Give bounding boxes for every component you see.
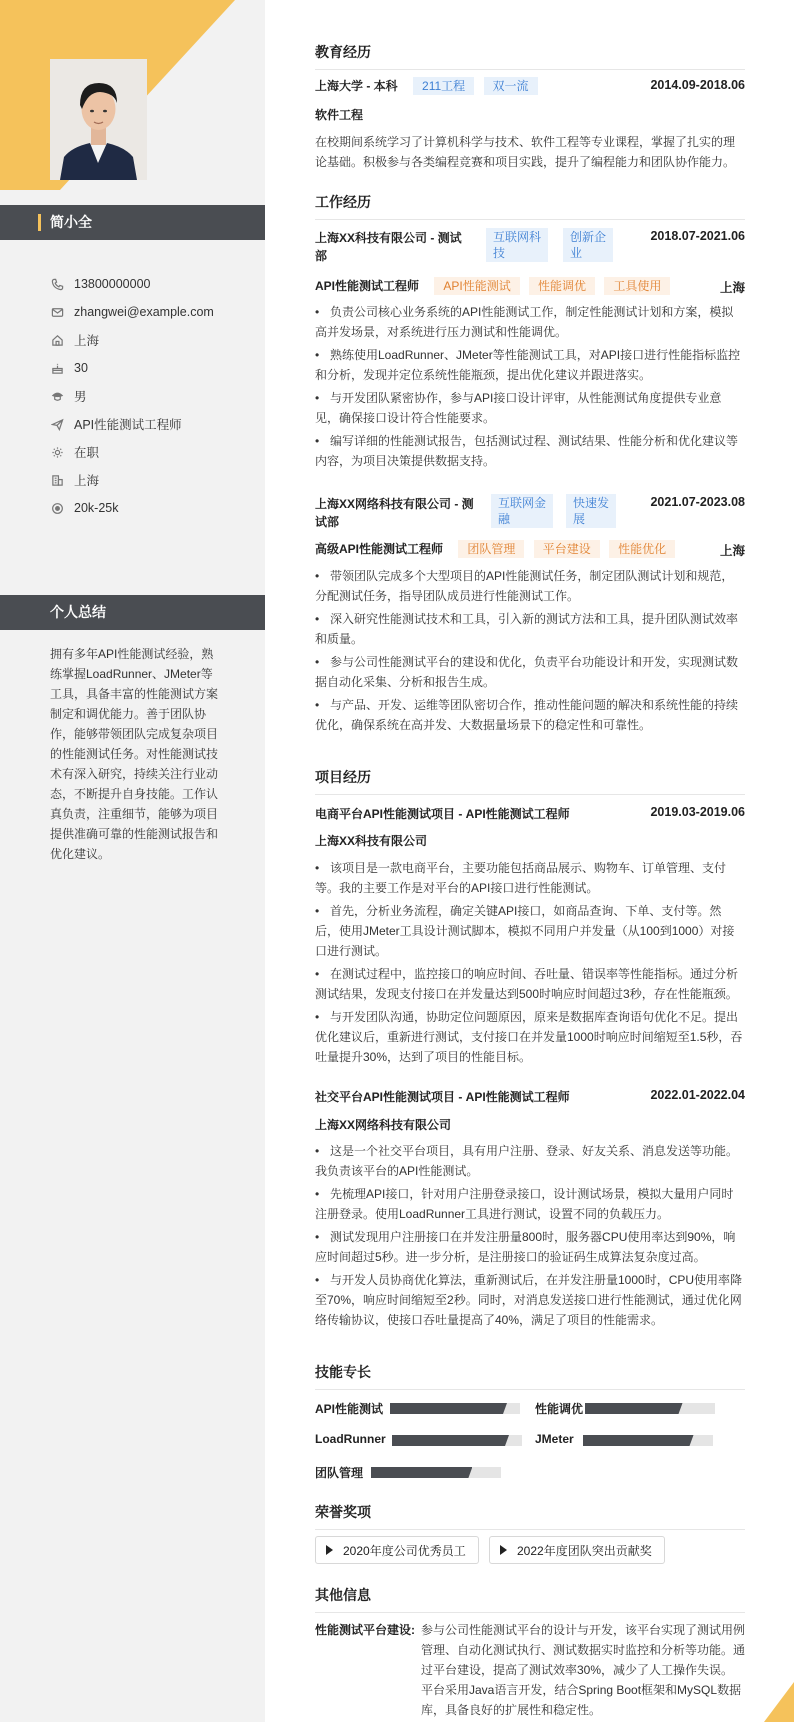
role-tag: 工具使用 <box>604 277 670 295</box>
list-item: • 与开发团队紧密协作，参与API接口设计评审，从性能测试角度提供专业意见，确保接口设计符合性能要求。 <box>315 388 745 428</box>
info-position: API性能测试工程师 <box>50 410 260 438</box>
list-item: • 带领团队完成多个大型项目的API性能测试任务，制定团队测试计划和规范，分配测试任务，指导团队成员进行性能测试工作。 <box>315 566 745 606</box>
school-tag: 211工程 <box>413 77 474 95</box>
list-item: • 参与公司性能测试平台的建设和优化，负责平台功能设计和开发，实现测试数据自动化采集、分析和报告生成。 <box>315 652 745 692</box>
role-tag: 性能优化 <box>609 540 675 558</box>
info-status: 在职 <box>50 438 260 466</box>
list-item: • 负责公司核心业务系统的API性能测试工作，制定性能测试计划和方案，模拟高并发场景，对系统进行压力测试和性能调优。 <box>315 302 745 342</box>
project-bullets <box>315 858 745 1070</box>
job-bullets <box>315 566 745 738</box>
accent-bar <box>38 214 41 231</box>
info-location: 上海 <box>50 466 260 494</box>
list-item: • 这是一个社交平台项目，具有用户注册、登录、好友关系、消息发送等功能。我负责该平台的API性能测试。 <box>315 1141 745 1181</box>
project-date: 2022.01-2022.04 <box>650 1088 745 1102</box>
money-icon <box>50 501 64 515</box>
company-tag: 创新企 业 <box>563 228 613 262</box>
project-date: 2019.03-2019.06 <box>650 805 745 819</box>
role-tag: 性能调优 <box>529 277 595 295</box>
play-icon <box>326 1545 333 1555</box>
info-city: 上海 <box>50 326 260 354</box>
award-badge: 2020年度公司优秀员工 <box>315 1536 479 1564</box>
list-item: • 测试发现用户注册接口在并发注册量800时，服务器CPU使用率达到90%，响应时间超过5秒。进一步分析，是注册接口的验证码生成算法复杂度过高。 <box>315 1227 745 1267</box>
list-item: • 与产品、开发、运维等团队密切合作，推动性能问题的解决和系统性能的持续优化，确保系统在高并发、大数据量场景下的稳定性和可靠性。 <box>315 695 745 735</box>
skill-label: 团队管理 <box>315 1466 364 1480</box>
other-label: 性能测试平台建设: <box>315 1623 415 1637</box>
summary-text: 拥有多年API性能测试经验，熟练掌握LoadRunner、JMeter等工具，具备丰富的性能测试方案制定和调优能力。善于团队协作，能够带领团队完成复杂项目的性能测试任务。对性能测试技术有深入研究，持续关注行业动态，不断提升自身技能。工作认真负责，注重细节，能够为项目提供准确可靠的性能测试报告和优化建议。 <box>50 647 219 861</box>
skills-list <box>315 1395 745 1495</box>
name-header <box>0 205 265 240</box>
building-icon <box>50 473 64 487</box>
company-name: 上海XX科技有限公司 - 测试 部 <box>315 231 462 263</box>
summary-header <box>0 595 265 630</box>
job-date: 2021.07-2023.08 <box>650 495 745 509</box>
list-item: • 首先，分析业务流程，确定关键API接口，如商品查询、下单、支付等。然后，使用JMeter工具设计测试脚本，模拟不同用户并发量（从100到1000）对接口进行测试。 <box>315 901 745 961</box>
info-email: zhangwei@example.com <box>50 298 260 326</box>
award-badge: 2022年度团队突出贡献奖 <box>489 1536 665 1564</box>
education-desc: 在校期间系统学习了计算机科学与技术、软件工程等专业课程，掌握了扎实的理论基础。积极参与各类编程竞赛和项目实践，提升了编程能力和团队协作能力。 <box>315 135 736 169</box>
project-name: 社交平台API性能测试项目 - API性能测试工程师 <box>315 1090 570 1104</box>
list-item: • 熟练使用LoadRunner、JMeter等性能测试工具，对API接口进行性能指标监控和分析，发现并定位系统性能瓶颈，提出优化建议并跟进落实。 <box>315 345 745 385</box>
company-tag: 互联网科 技 <box>486 228 548 262</box>
info-salary: 20k-25k <box>50 494 260 522</box>
summary-title: 个人总结 <box>50 604 106 620</box>
education-date: 2014.09-2018.06 <box>650 78 745 92</box>
list-item: • 与开发人员协商优化算法，重新测试后，在并发注册量1000时，CPU使用率降至70%，响应时间缩短至2秒。同时，对消息发送接口进行性能测试，通过优化网络传输协议，使接口吞吐量提高了40%，满足了项目的性能需求。 <box>315 1270 745 1330</box>
sidebar <box>0 0 265 1722</box>
company-tag: 互联网金 融 <box>491 494 553 528</box>
skill-label: LoadRunner <box>315 1432 386 1446</box>
avatar <box>50 59 147 180</box>
job-location: 上海 <box>719 281 745 295</box>
list-item: • 深入研究性能测试技术和工具，引入新的测试方法和工具，提升团队测试效率和质量。 <box>315 609 745 649</box>
skill-bar-fill <box>371 1467 472 1478</box>
role-tag: 团队管理 <box>458 540 524 558</box>
education-header <box>315 77 745 97</box>
job-location: 上海 <box>719 544 745 558</box>
school-tag: 双一流 <box>484 77 538 95</box>
list-item: • 先梳理API接口，针对用户注册登录接口，设计测试场景，模拟大量用户同时注册登录。使用LoadRunner工具进行测试，设置不同的负载压力。 <box>315 1184 745 1224</box>
job-role-row <box>315 277 745 297</box>
skills-title: 技能专长 <box>315 1362 745 1390</box>
job-header <box>315 494 745 532</box>
project-name: 电商平台API性能测试项目 - API性能测试工程师 <box>315 807 570 821</box>
send-icon <box>50 417 64 431</box>
other-text: 参与公司性能测试平台的设计与开发，该平台实现了测试用例管理、自动化测试执行、测试数据实时监控和分析等功能。通过平台建设，提高了测试效率30%，减少了人工操作失误。平台采用Java语言开发，结合Spring Boot框架和MySQL数据库，具备良好的扩展性和稳定性。 <box>421 1623 746 1717</box>
list-item: • 编写详细的性能测试报告，包括测试过程、测试结果、性能分析和优化建议等内容，为项目决策提供数据支持。 <box>315 431 745 471</box>
skill-label: API性能测试 <box>315 1402 384 1416</box>
play-icon <box>500 1545 507 1555</box>
skill-label: 性能调优 <box>535 1402 584 1416</box>
company-tag: 快速发 展 <box>566 494 616 528</box>
job-role: API性能测试工程师 <box>315 279 420 293</box>
skill-bar-fill <box>583 1435 694 1446</box>
phone-icon <box>50 277 64 291</box>
education-title: 教育经历 <box>315 42 745 70</box>
contact-info-list <box>50 270 260 522</box>
role-tag: 平台建设 <box>534 540 600 558</box>
skill-bar-fill <box>392 1435 509 1446</box>
skill-bar <box>371 1467 501 1478</box>
project-bullets <box>315 1141 745 1333</box>
skill-bar-fill <box>585 1403 683 1414</box>
skill-label: JMeter <box>535 1432 574 1446</box>
gender-icon <box>50 389 64 403</box>
job-date: 2018.07-2021.06 <box>650 229 745 243</box>
skill-bar <box>583 1435 713 1446</box>
school-name: 上海大学 - 本科 <box>315 79 398 93</box>
info-phone: 13800000000 <box>50 270 260 298</box>
skill-bar <box>585 1403 715 1414</box>
decorative-corner <box>764 1682 794 1722</box>
major: 软件工程 <box>315 108 364 122</box>
projects-title: 项目经历 <box>315 767 745 795</box>
company-name: 上海XX网络科技有限公司 - 测 试部 <box>315 497 474 529</box>
home-icon <box>50 333 64 347</box>
cake-icon <box>50 361 64 375</box>
project-company: 上海XX网络科技有限公司 <box>315 1118 452 1132</box>
skill-bar-fill <box>390 1403 507 1414</box>
work-title: 工作经历 <box>315 192 745 220</box>
job-role-row <box>315 540 745 560</box>
list-item: • 与开发团队沟通，协助定位问题原因，原来是数据库查询语句优化不足。提出优化建议后，重新进行测试，支付接口在并发量1000时响应时间缩短至1.5秒，吞吐量提升30%，达到了项目的性能目标。 <box>315 1007 745 1067</box>
role-tag: API性能测试 <box>434 277 519 295</box>
project-company: 上海XX科技有限公司 <box>315 834 428 848</box>
info-gender: 男 <box>50 382 260 410</box>
job-bullets <box>315 302 745 474</box>
info-age: 30 <box>50 354 260 382</box>
person-name: 简小全 <box>50 214 92 230</box>
skill-bar <box>392 1435 522 1446</box>
project-header <box>315 1088 745 1108</box>
mail-icon <box>50 305 64 319</box>
skill-bar <box>390 1403 520 1414</box>
awards-title: 荣誉奖项 <box>315 1502 745 1530</box>
list-item: • 在测试过程中，监控接口的响应时间、吞吐量、错误率等性能指标。通过分析测试结果，发现支付接口在并发量达到500时响应时间超过3秒，存在性能瓶颈。 <box>315 964 745 1004</box>
job-role: 高级API性能测试工程师 <box>315 542 444 556</box>
job-header <box>315 228 745 266</box>
list-item: • 该项目是一款电商平台，主要功能包括商品展示、购物车、订单管理、支付等。我的主要工作是对平台的API接口进行性能测试。 <box>315 858 745 898</box>
project-header <box>315 805 745 825</box>
other-title: 其他信息 <box>315 1585 745 1613</box>
status-icon <box>50 445 64 459</box>
